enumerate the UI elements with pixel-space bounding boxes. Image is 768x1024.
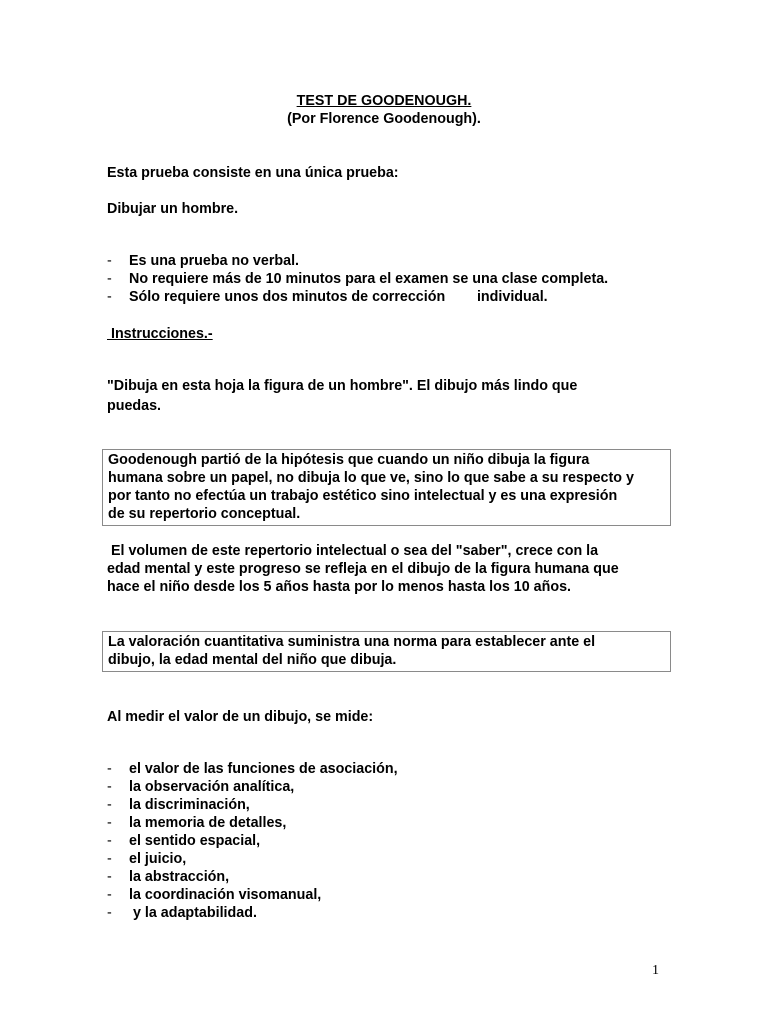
- dash-bullet: -: [107, 815, 112, 831]
- dash-bullet: -: [107, 851, 112, 867]
- paragraph-line-3: hace el niño desde los 5 años hasta por lo menos hasta los 10 años.: [107, 579, 571, 595]
- instructions-heading: Instrucciones.-: [107, 326, 213, 342]
- paragraph-line-2: edad mental y este progreso se refleja en el dibujo de la figura humana que: [107, 561, 619, 577]
- measure-intro: Al medir el valor de un dibujo, se mide:: [107, 709, 374, 725]
- dash-bullet: -: [107, 833, 112, 849]
- box-line: La valoración cuantitativa suministra una norma para establecer ante el: [108, 634, 596, 650]
- box-line: de su repertorio conceptual.: [108, 506, 301, 522]
- dash-bullet: -: [107, 271, 112, 287]
- dash-bullet: -: [107, 253, 112, 269]
- box-line: por tanto no efectúa un trabajo estético sino intelectual y es una expresión: [108, 488, 618, 504]
- dash-bullet: -: [107, 869, 112, 885]
- paragraph-line-1: El volumen de este repertorio intelectual o sea del "saber", crece con la: [107, 543, 599, 559]
- dash-bullet: -: [107, 779, 112, 795]
- dash-bullet: -: [107, 289, 112, 305]
- page-number: 1: [652, 963, 659, 978]
- document-title: TEST DE GOODENOUGH.: [296, 93, 472, 109]
- box-line: dibujo, la edad mental del niño que dibuja.: [108, 652, 397, 668]
- instruction-line-1: "Dibuja en esta hoja la figura de un hombre". El dibujo más lindo que: [107, 378, 578, 394]
- hypothesis-box: [102, 449, 671, 526]
- dash-bullet: -: [107, 797, 112, 813]
- intro-text: Esta prueba consiste en una única prueba:: [107, 165, 399, 181]
- document-subtitle: (Por Florence Goodenough).: [287, 111, 481, 127]
- box-line: humana sobre un papel, no dibuja lo que ve, sino lo que sabe a su respecto y: [108, 470, 634, 486]
- dash-bullet: -: [107, 905, 112, 921]
- dash-bullet: -: [107, 761, 112, 777]
- dash-bullet: -: [107, 887, 112, 903]
- task-text: Dibujar un hombre.: [107, 201, 239, 217]
- box-line: Goodenough partió de la hipótesis que cuando un niño dibuja la figura: [108, 452, 590, 468]
- instruction-line-2: puedas.: [107, 398, 162, 414]
- valuation-box: [102, 631, 671, 672]
